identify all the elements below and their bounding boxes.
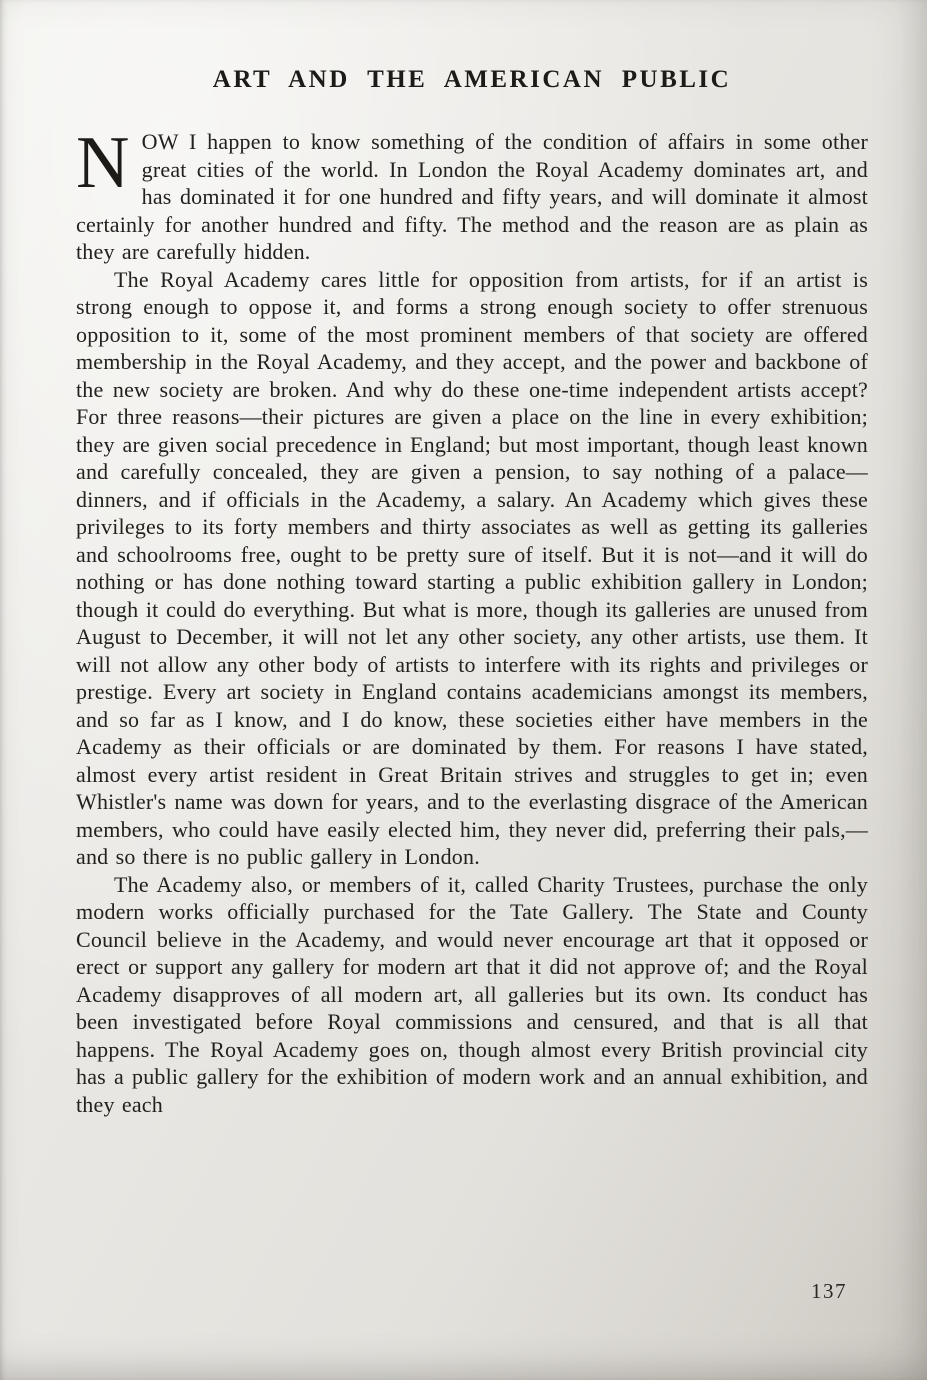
opening-paragraph-text: OW I happen to know something of the condition of affairs in some other great cities of the world. In London the Royal Academy dominates art, and has dominated it for one hundred and fifty years, and will dominate it almost certainly for another hundred and fifty. The method and the reason are as plain as they are carefully hidden. [76,129,868,264]
paragraph: The Royal Academy cares little for opposition from artists, for if an artist is strong enough to oppose it, and forms a strong enough society to offer strenuous opposition to it, some of the most prominent members of that society are offered membership in the Royal Academy, and they accept, and the power and backbone of the new society are broken. And why do these one-time independent artists accept? For three reasons—their pictures are given a place on the line in every exhibition; they are given social precedence in England; but most important, though least known and carefully concealed, they are given a pension, to say nothing of a palace—dinners, and if officials in the Academy, a salary. An Academy which gives these privileges to its forty members and thirty associates as well as getting its galleries and schoolrooms free, ought to be pretty sure of itself. But it is not—and it will do nothing or has done nothing toward starting a public exhibition gallery in London; though it could do everything. But what is more, though its galleries are unused from August to December, it will not let any other society, any other artists, use them. It will not allow any other body of artists to interfere with its rights and privileges or prestige. Every art society in England contains academicians amongst its members, and so far as I know, and I do know, these societies either have members in the Academy as their officials or are dominated by them. For reasons I have stated, almost every artist resident in Great Britain strives and struggles to get in; even Whistler's name was down for years, and to the everlasting disgrace of the American members, who could have easily elected him, they never did, preferring their pals,—and so there is no public gallery in London. [76,266,868,869]
paragraph: The Academy also, or members of it, called Charity Trustees, purchase the only modern works officially purchased for the Tate Gallery. The State and County Council believe in the Academy, and would never encourage art that it opposed or erect or support any gallery for modern art that it did not approve of; and the Royal Academy disapproves of all modern art, all galleries but its own. Its conduct has been investigated before Royal commissions and censured, and that is all that happens. The Royal Academy goes on, though almost every British provincial city has a public gallery for the exhibition of modern work and an annual exhibition, and they each [76,871,868,1117]
page-number: 137 [811,1279,847,1303]
drop-cap: N [76,122,130,204]
page-title: ART AND THE AMERICAN PUBLIC [212,66,732,93]
text-block [76,66,868,1118]
opening-paragraph [76,122,868,266]
